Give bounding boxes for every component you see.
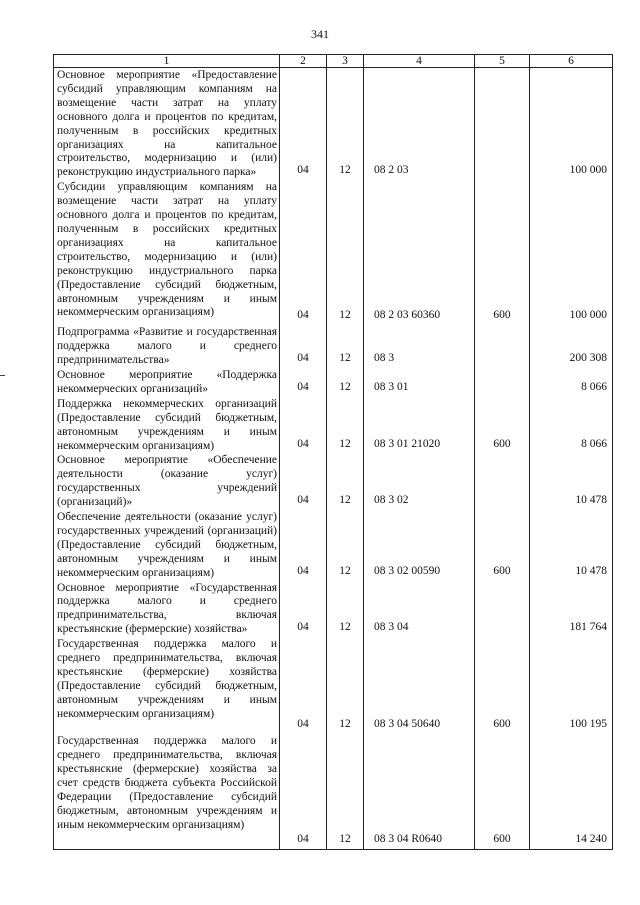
row-amount: 200 308 bbox=[530, 325, 613, 368]
header-col-1: 1 bbox=[54, 55, 280, 68]
row-expense-type: 600 bbox=[475, 637, 530, 734]
row-expense-type: 600 bbox=[475, 510, 530, 581]
row-section: 04 bbox=[280, 68, 327, 181]
row-target-code: 08 3 01 21020 bbox=[364, 397, 475, 454]
row-amount: 10 478 bbox=[530, 453, 613, 510]
row-name: Основное мероприятие «Государственная поддержка малого и среднего предпринимательства, включая крестьянские (фермерские) хозяйства» bbox=[54, 581, 280, 638]
table-row bbox=[54, 510, 613, 581]
row-section: 04 bbox=[280, 510, 327, 581]
table-row bbox=[54, 581, 613, 638]
row-name: Основное мероприятие «Поддержка некоммерческих организаций» bbox=[54, 368, 280, 397]
table-row bbox=[54, 397, 613, 454]
row-subsection: 12 bbox=[327, 510, 364, 581]
row-name: Основное мероприятие «Предоставление субсидий управляющим компаниям на возмещение части затрат на уплату основного долга и процентов по кредитам, полученным в российских кредитных организациях на капитальное строительство, модернизацию и (или) реконструкцию индустриального парка» bbox=[54, 68, 280, 181]
row-expense-type bbox=[475, 581, 530, 638]
header-col-6: 6 bbox=[530, 55, 613, 68]
table-body bbox=[54, 68, 613, 850]
row-amount: 8 066 bbox=[530, 368, 613, 397]
row-target-code: 08 3 02 00590 bbox=[364, 510, 475, 581]
row-subsection: 12 bbox=[327, 581, 364, 638]
row-section: 04 bbox=[280, 397, 327, 454]
row-expense-type bbox=[475, 68, 530, 181]
table-row bbox=[54, 734, 613, 849]
table-row bbox=[54, 180, 613, 325]
row-subsection: 12 bbox=[327, 180, 364, 325]
row-section: 04 bbox=[280, 368, 327, 397]
row-expense-type bbox=[475, 325, 530, 368]
table-row bbox=[54, 68, 613, 181]
row-name: Государственная поддержка малого и среднего предпринимательства, включая крестьянские (фермерские) хозяйства (Предоставление субсидий бюджетным, автономным учреждениям и иным некоммерческим организациям) bbox=[54, 637, 280, 734]
row-target-code: 08 3 04 bbox=[364, 581, 475, 638]
row-target-code: 08 3 bbox=[364, 325, 475, 368]
row-target-code: 08 2 03 bbox=[364, 68, 475, 181]
row-target-code: 08 3 04 R0640 bbox=[364, 734, 475, 849]
row-subsection: 12 bbox=[327, 734, 364, 849]
row-name: Поддержка некоммерческих организаций (Предоставление субсидий бюджетным, автономным учреждениям и иным некоммерческим организациям) bbox=[54, 397, 280, 454]
row-subsection: 12 bbox=[327, 68, 364, 181]
table-row bbox=[54, 368, 613, 397]
header-row bbox=[54, 55, 613, 68]
row-amount: 100 000 bbox=[530, 68, 613, 181]
table-row bbox=[54, 637, 613, 734]
row-expense-type: 600 bbox=[475, 734, 530, 849]
row-amount: 100 000 bbox=[530, 180, 613, 325]
row-section: 04 bbox=[280, 581, 327, 638]
row-name: Государственная поддержка малого и среднего предпринимательства, включая крестьянские (фермерские) хозяйства за счет средств бюджета субъекта Российской Федерации (Предоставление субсидий бюджетным, автономным учреждениям и иным некоммерческим организациям) bbox=[54, 734, 280, 849]
row-subsection: 12 bbox=[327, 453, 364, 510]
row-amount: 181 764 bbox=[530, 581, 613, 638]
table-header bbox=[54, 55, 613, 68]
row-name: Субсидии управляющим компаниям на возмещение части затрат на уплату основного долга и процентов по кредитам, полученным в российских кредитных организациях на капитальное строительство, модернизацию и (или) реконструкцию индустриального парка (Предоставление субсидий бюджетным, автономным учреждениям и иным некоммерческим организациям) bbox=[54, 180, 280, 325]
row-target-code: 08 3 01 bbox=[364, 368, 475, 397]
row-section: 04 bbox=[280, 637, 327, 734]
margin-mark bbox=[0, 375, 5, 376]
row-name: Подпрограмма «Развитие и государственная поддержка малого и среднего предпринимательства» bbox=[54, 325, 280, 368]
row-expense-type bbox=[475, 453, 530, 510]
row-subsection: 12 bbox=[327, 637, 364, 734]
row-expense-type: 600 bbox=[475, 397, 530, 454]
row-section: 04 bbox=[280, 180, 327, 325]
table-row bbox=[54, 453, 613, 510]
row-subsection: 12 bbox=[327, 368, 364, 397]
row-amount: 14 240 bbox=[530, 734, 613, 849]
row-amount: 100 195 bbox=[530, 637, 613, 734]
header-col-2: 2 bbox=[280, 55, 327, 68]
header-col-4: 4 bbox=[364, 55, 475, 68]
row-amount: 8 066 bbox=[530, 397, 613, 454]
row-amount: 10 478 bbox=[530, 510, 613, 581]
row-section: 04 bbox=[280, 325, 327, 368]
header-col-3: 3 bbox=[327, 55, 364, 68]
row-subsection: 12 bbox=[327, 397, 364, 454]
row-target-code: 08 3 02 bbox=[364, 453, 475, 510]
row-name: Основное мероприятие «Обеспечение деятельности (оказание услуг) государственных учреждений (организаций)» bbox=[54, 453, 280, 510]
row-target-code: 08 2 03 60360 bbox=[364, 180, 475, 325]
row-name: Обеспечение деятельности (оказание услуг) государственных учреждений (организаций) (Предоставление субсидий бюджетным, автономным учреждениям и иным некоммерческим организациям) bbox=[54, 510, 280, 581]
row-section: 04 bbox=[280, 453, 327, 510]
row-section: 04 bbox=[280, 734, 327, 849]
header-col-5: 5 bbox=[475, 55, 530, 68]
page-number: 341 bbox=[311, 27, 329, 41]
table-row bbox=[54, 325, 613, 368]
row-expense-type bbox=[475, 368, 530, 397]
row-target-code: 08 3 04 50640 bbox=[364, 637, 475, 734]
budget-table bbox=[53, 54, 613, 850]
row-subsection: 12 bbox=[327, 325, 364, 368]
row-expense-type: 600 bbox=[475, 180, 530, 325]
